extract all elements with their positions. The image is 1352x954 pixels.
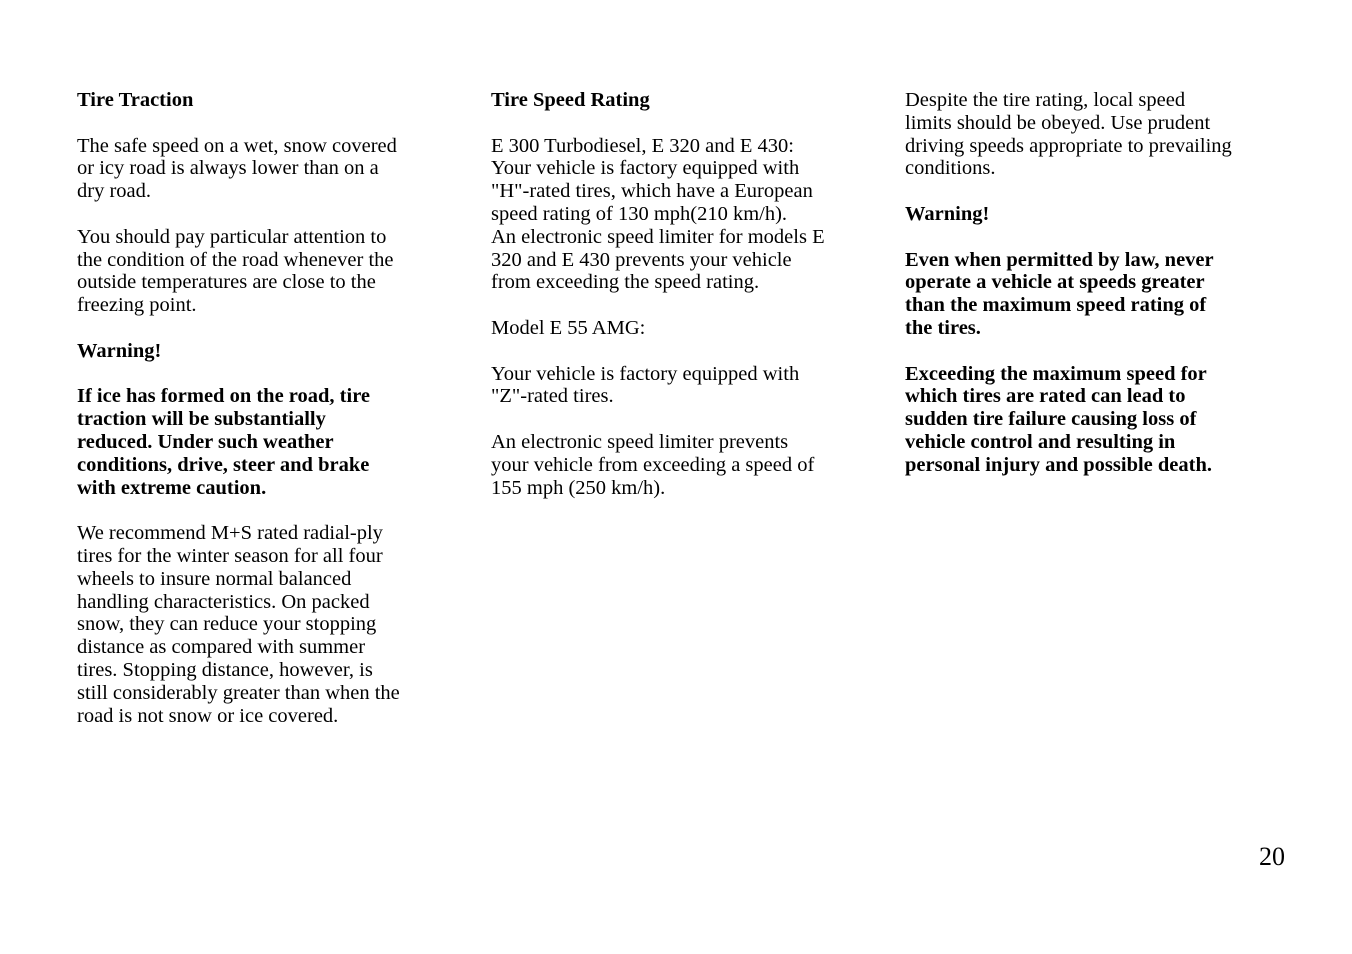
section-heading: Tire Speed Rating — [491, 89, 650, 111]
body-paragraph: Model E 55 AMG: — [491, 316, 646, 339]
column-tire-traction — [77, 89, 442, 750]
section-heading: Tire Traction — [77, 89, 194, 111]
column-speed-warning — [905, 89, 1277, 499]
body-paragraph: Your vehicle is factory equipped with "Z"-rated tires. — [491, 362, 800, 408]
page-number: 20 — [1259, 842, 1285, 871]
warning-text: Exceeding the maximum speed for which tires are rated can lead to sudden tire failure causing loss of vehicle control and resulting in personal injury and possible death. — [905, 362, 1212, 476]
body-paragraph: Despite the tire rating, local speed limits should be obeyed. Use prudent driving speeds appropriate to prevailing conditions. — [905, 89, 1232, 180]
body-paragraph: An electronic speed limiter prevents your vehicle from exceeding a speed of 155 mph (250 km/h). — [491, 430, 815, 499]
column-tire-speed-rating — [491, 89, 866, 522]
body-paragraph: We recommend M+S rated radial-ply tires for the winter season for all four wheels to insure normal balanced handling characteristics. On packed snow, they can reduce your stopping distance as compared with summer tires. Stopping distance, however, is still considerably greater than when the road is not snow or ice covered. — [77, 522, 400, 727]
warning-label: Warning! — [77, 339, 162, 362]
body-paragraph: You should pay particular attention to the condition of the road whenever the outside temperatures are close to the freezing point. — [77, 225, 394, 317]
warning-text: Even when permitted by law, never operate a vehicle at speeds greater than the maximum speed rating of the tires. — [905, 248, 1214, 339]
body-paragraph: E 300 Turbodiesel, E 320 and E 430: Your vehicle is factory equipped with "H"-rated tires, which have a European speed rating of 130 mph(210 km/h). An electronic speed limiter for models E 320 and E 430 prevents your vehicle from exceeding the speed rating. — [491, 134, 825, 294]
body-paragraph: The safe speed on a wet, snow covered or icy road is always lower than on a dry road. — [77, 134, 397, 203]
warning-label: Warning! — [905, 202, 990, 225]
warning-text: If ice has formed on the road, tire traction will be substantially reduced. Under such weather conditions, drive, steer and brake with extreme caution. — [77, 385, 371, 499]
